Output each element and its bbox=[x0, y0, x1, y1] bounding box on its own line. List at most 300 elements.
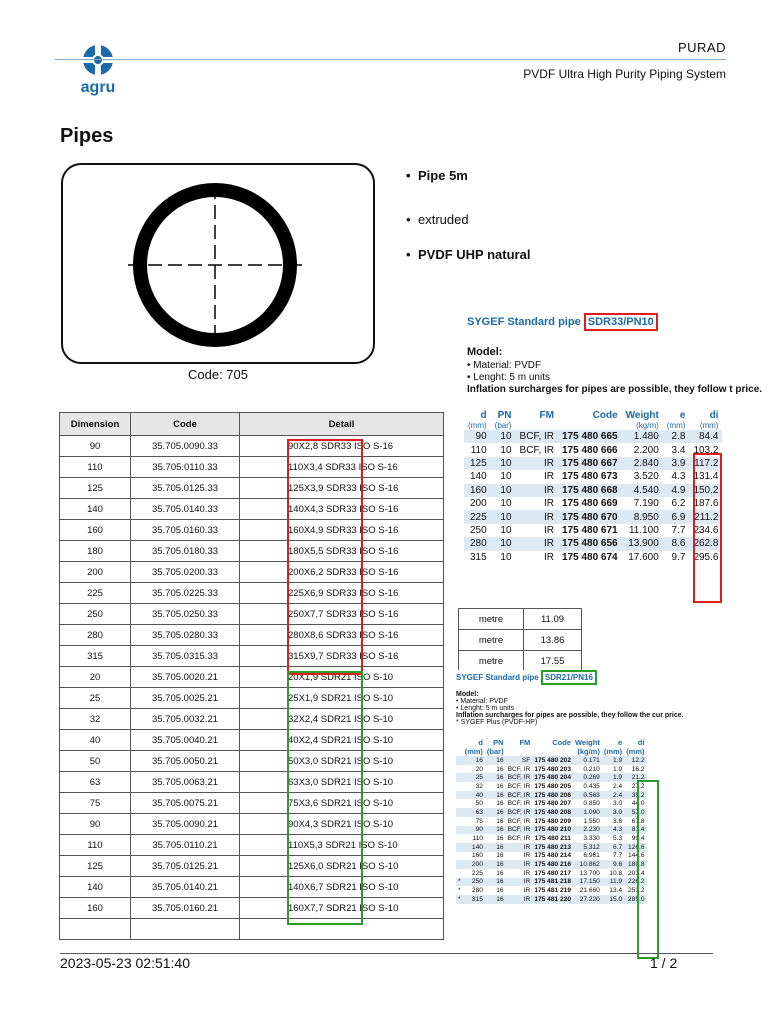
spec-cell: 175 480 209 bbox=[534, 817, 571, 825]
cell-code: 35.705.0140.33 bbox=[131, 499, 240, 520]
spec-cell: 10 bbox=[491, 537, 516, 550]
spec-cell bbox=[456, 782, 463, 791]
spec-cell: 84.4 bbox=[689, 430, 722, 443]
spec-row bbox=[456, 852, 647, 861]
spec-cell: 17.600 bbox=[628, 551, 659, 563]
col-header: di bbox=[709, 410, 719, 421]
spec-cell: 13.900 bbox=[622, 537, 663, 550]
col-header: PN bbox=[497, 410, 512, 421]
spec-cell: 44.0 bbox=[631, 800, 645, 808]
spec-cell: IR bbox=[516, 457, 558, 470]
spec-cell: 16 bbox=[485, 773, 506, 782]
spec-cell: 0.171 bbox=[573, 756, 602, 765]
spec-cell: 16 bbox=[485, 843, 506, 852]
cell-unit: metre bbox=[459, 651, 524, 672]
spec-row bbox=[456, 843, 647, 852]
brand-name: PURAD bbox=[677, 40, 726, 55]
cell-dimension: 75 bbox=[60, 793, 131, 814]
sdr33-wall-highlight bbox=[693, 453, 722, 603]
cell-dimension: 250 bbox=[60, 604, 131, 625]
spec-cell: 16 bbox=[496, 765, 504, 773]
spec-cell: 67.8 bbox=[631, 817, 645, 825]
logo-text: agru bbox=[80, 79, 116, 96]
spec-row bbox=[464, 551, 722, 564]
cell-price: 11.09 bbox=[524, 609, 582, 630]
spec-cell: 16 bbox=[496, 869, 504, 877]
spec-cell: 175 480 205 bbox=[534, 782, 571, 790]
feature-item: • PVDF UHP natural bbox=[418, 247, 530, 262]
cell-detail: 225X6,9 SDR33 ISO S-16 bbox=[240, 583, 444, 604]
spec-cell: 10 bbox=[500, 551, 512, 563]
cell-code: 35.705.0032.21 bbox=[131, 709, 240, 730]
spec-cell: IR bbox=[523, 887, 531, 895]
table-row bbox=[60, 562, 444, 583]
cell-dimension: 280 bbox=[60, 625, 131, 646]
spec-cell: BCF, IR bbox=[507, 782, 531, 790]
spec-cell: 175 480 213 bbox=[534, 843, 571, 851]
spec-cell: BCF, IR bbox=[516, 430, 558, 443]
panel-title: SYGEF Standard pipe SDR21/PN16 bbox=[456, 673, 684, 682]
spec-cell: 0.850 bbox=[583, 800, 600, 808]
cell-empty bbox=[131, 919, 240, 940]
spec-cell: 81.4 bbox=[624, 826, 646, 835]
spec-cell: 175 480 667 bbox=[558, 457, 622, 470]
spec-cell: 175 480 217 bbox=[534, 869, 571, 877]
cell-detail: 140X6,7 SDR21 ISO S-10 bbox=[240, 877, 444, 898]
cell-code: 35.705.0040.21 bbox=[131, 730, 240, 751]
cell-dimension: 63 bbox=[60, 772, 131, 793]
table-row bbox=[60, 835, 444, 856]
cell-dimension: 160 bbox=[60, 520, 131, 541]
spec-row bbox=[464, 443, 722, 456]
spec-cell: 5.312 bbox=[573, 843, 602, 852]
spec-cell bbox=[456, 834, 463, 843]
spec-cell: 285.0 bbox=[624, 895, 646, 904]
spec-cell: 140 bbox=[469, 471, 487, 483]
cell-code: 35.705.0025.21 bbox=[131, 688, 240, 709]
cell-detail: 180X5,5 SDR33 ISO S-16 bbox=[240, 541, 444, 562]
col-unit: (mm) bbox=[626, 747, 645, 756]
spec-cell: 175 480 204 bbox=[534, 774, 571, 782]
cell-price: 13.86 bbox=[524, 630, 582, 651]
col-header: Code bbox=[552, 738, 571, 747]
spec-cell: 16 bbox=[485, 826, 506, 835]
spec-cell: 1.480 bbox=[622, 430, 663, 443]
col-header-code: Code bbox=[131, 413, 240, 436]
spec-cell: 175 480 673 bbox=[562, 471, 618, 483]
feature-item: • Pipe 5m bbox=[418, 168, 468, 183]
model-bullet: • Material: PVDF bbox=[456, 698, 508, 705]
spec-cell: 7.190 bbox=[633, 498, 659, 510]
spec-cell: 1.9 bbox=[602, 773, 624, 782]
spec-cell: 0.563 bbox=[573, 791, 602, 800]
cell-dimension: 20 bbox=[60, 667, 131, 688]
spec-cell: BCF, IR bbox=[507, 835, 531, 843]
sdr21-wall-highlight bbox=[637, 780, 659, 959]
cell-detail: 63X3,0 SDR21 ISO S-10 bbox=[240, 772, 444, 793]
col-unit bbox=[558, 421, 622, 430]
spec-row bbox=[456, 878, 647, 887]
cell-dimension: 50 bbox=[60, 751, 131, 772]
spec-cell: 10 bbox=[491, 430, 516, 443]
spec-cell: 3.9 bbox=[663, 457, 690, 470]
col-header: e bbox=[679, 410, 686, 421]
spec-cell: * bbox=[458, 887, 461, 895]
col-header: Weight bbox=[574, 738, 600, 747]
spec-cell: 160 bbox=[471, 852, 483, 860]
spec-cell: 175 480 202 bbox=[534, 756, 571, 764]
cell-code: 35.705.0200.33 bbox=[131, 562, 240, 583]
table-row bbox=[60, 730, 444, 751]
cell-detail: 75X3,6 SDR21 ISO S-10 bbox=[240, 793, 444, 814]
spec-row bbox=[456, 799, 647, 808]
cell-unit: metre bbox=[459, 630, 524, 651]
table-row bbox=[60, 478, 444, 499]
spec-cell bbox=[456, 843, 463, 852]
spec-cell: 9.7 bbox=[671, 551, 686, 563]
spec-cell bbox=[456, 860, 463, 869]
spec-cell: BCF, IR bbox=[507, 817, 531, 825]
spec-row bbox=[464, 457, 722, 470]
cell-detail: 90X2,8 SDR33 ISO S-16 bbox=[240, 436, 444, 457]
col-header-dimension: Dimension bbox=[60, 413, 131, 436]
spec-cell: 16 bbox=[485, 878, 506, 887]
spec-cell: 35.2 bbox=[624, 791, 646, 800]
spec-row bbox=[456, 886, 647, 895]
cell-dimension: 160 bbox=[60, 898, 131, 919]
spec-cell bbox=[456, 826, 463, 835]
table-row bbox=[60, 688, 444, 709]
spec-cell: IR bbox=[506, 895, 533, 904]
inflation-note: Inflation surcharges for pipes are possible, they follow t price. bbox=[467, 384, 763, 395]
table-row bbox=[60, 541, 444, 562]
spec-cell: 160 bbox=[464, 484, 491, 497]
col-header-mark bbox=[456, 738, 463, 747]
pipe-image-frame bbox=[61, 163, 375, 364]
panel-title-highlight: SDR33/PN10 bbox=[584, 313, 658, 331]
spec-cell: 9.6 bbox=[602, 860, 624, 869]
spec-cell: BCF, IR bbox=[507, 808, 531, 816]
spec-row bbox=[456, 765, 647, 774]
spec-cell: 50 bbox=[475, 800, 483, 808]
metre-row bbox=[459, 630, 582, 651]
cell-code: 35.705.0110.21 bbox=[131, 835, 240, 856]
spec-cell: BCF, IR bbox=[507, 800, 531, 808]
spec-cell: 110 bbox=[470, 444, 487, 456]
cell-code: 35.705.0063.21 bbox=[131, 772, 240, 793]
spec-cell bbox=[456, 808, 463, 817]
cell-code: 35.705.0225.33 bbox=[131, 583, 240, 604]
spec-cell bbox=[456, 869, 463, 878]
spec-cell: BCF, IR bbox=[507, 765, 531, 773]
cell-detail: 110X3,4 SDR33 ISO S-16 bbox=[240, 457, 444, 478]
spec-cell: BCF, IR bbox=[507, 826, 531, 834]
cell-detail: 32X2,4 SDR21 ISO S-10 bbox=[240, 709, 444, 730]
spec-cell: 21.2 bbox=[624, 773, 646, 782]
cell-code: 35.705.0125.21 bbox=[131, 856, 240, 877]
spec-cell: 144.6 bbox=[628, 852, 645, 860]
cell-dimension: 125 bbox=[60, 856, 131, 877]
model-bullet: • Lenght: 5 m units bbox=[456, 705, 515, 712]
col-header-detail: Detail bbox=[240, 413, 444, 436]
spec-cell: 3.0 bbox=[602, 808, 624, 817]
table-row bbox=[60, 793, 444, 814]
header-subtitle: PVDF Ultra High Purity Piping System bbox=[523, 67, 726, 81]
spec-cell: BCF, IR bbox=[519, 444, 554, 456]
cell-detail: 125X6,0 SDR21 ISO S-10 bbox=[240, 856, 444, 877]
cell-detail: 160X4,9 SDR33 ISO S-16 bbox=[240, 520, 444, 541]
spec-cell: IR bbox=[516, 510, 558, 523]
spec-cell: 10 bbox=[491, 484, 516, 497]
spec-cell: 150.2 bbox=[689, 484, 722, 497]
cell-code: 35.705.0250.33 bbox=[131, 604, 240, 625]
spec-row bbox=[456, 773, 647, 782]
table-row bbox=[60, 751, 444, 772]
table-row bbox=[60, 457, 444, 478]
col-unit: (kg/m) bbox=[636, 421, 659, 430]
cell-detail: 200X6,2 SDR33 ISO S-16 bbox=[240, 562, 444, 583]
spec-cell: 16 bbox=[485, 756, 506, 765]
col-unit bbox=[532, 747, 573, 756]
spec-cell: 175 480 206 bbox=[534, 791, 571, 799]
spec-row bbox=[456, 834, 647, 843]
cell-detail: 40X2,4 SDR21 ISO S-10 bbox=[240, 730, 444, 751]
spec-cell: 175 481 220 bbox=[534, 895, 571, 903]
spec-cell bbox=[456, 799, 463, 808]
spec-cell: 180.8 bbox=[624, 860, 646, 869]
cell-code: 35.705.0090.21 bbox=[131, 814, 240, 835]
spec-cell: 200 bbox=[469, 498, 487, 510]
cell-dimension: 25 bbox=[60, 688, 131, 709]
spec-cell: 226.2 bbox=[624, 878, 646, 887]
spec-cell: 6.9 bbox=[663, 510, 690, 523]
cell-code: 35.705.0140.21 bbox=[131, 877, 240, 898]
spec-cell: 16 bbox=[485, 895, 506, 904]
cell-code: 35.705.0160.21 bbox=[131, 898, 240, 919]
cell-code: 35.705.0075.21 bbox=[131, 793, 240, 814]
sdr33-spec-table bbox=[464, 410, 722, 564]
spec-cell: 10 bbox=[500, 498, 512, 510]
cell-detail: 250X7,7 SDR33 ISO S-16 bbox=[240, 604, 444, 625]
table-row bbox=[60, 625, 444, 646]
spec-cell: 234.6 bbox=[693, 524, 719, 536]
panel-title: SYGEF Standard pipe SDR33/PN10 bbox=[467, 316, 768, 328]
spec-cell: IR bbox=[516, 537, 558, 550]
col-unit: (kg/m) bbox=[577, 747, 600, 756]
cell-dimension: 140 bbox=[60, 877, 131, 898]
inflation-note: Inflation surcharges for pipes are possible, they follow the cur price. bbox=[456, 712, 684, 719]
spec-cell: 211.2 bbox=[689, 510, 722, 523]
model-bullet: • Material: PVDF bbox=[467, 360, 542, 371]
spec-cell: 280 bbox=[464, 537, 491, 550]
spec-row bbox=[456, 869, 647, 878]
cell-detail: 25X1,9 SDR21 ISO S-10 bbox=[240, 688, 444, 709]
panel-title-highlight: SDR21/PN16 bbox=[541, 670, 597, 685]
spec-cell: 16 bbox=[463, 756, 485, 765]
spec-cell: 1.090 bbox=[573, 808, 602, 817]
spec-cell: 10 bbox=[500, 444, 512, 456]
model-label: Model: bbox=[456, 691, 479, 698]
sdr21-highlight bbox=[287, 671, 363, 925]
cell-dimension: 90 bbox=[60, 436, 131, 457]
cell-code: 35.705.0280.33 bbox=[131, 625, 240, 646]
cell-detail: 280X8,6 SDR33 ISO S-16 bbox=[240, 625, 444, 646]
plus-note: * SYGEF Plus (PVDF-HP) bbox=[456, 719, 538, 726]
spec-cell: 10 bbox=[500, 471, 512, 483]
spec-cell: 10.862 bbox=[573, 860, 602, 869]
spec-cell: 11.9 bbox=[602, 878, 624, 887]
spec-cell: 175 480 668 bbox=[558, 484, 622, 497]
spec-cell: IR bbox=[506, 878, 533, 887]
cell-code: 35.705.0125.33 bbox=[131, 478, 240, 499]
spec-cell: 21.660 bbox=[579, 887, 600, 895]
spec-cell: 315 bbox=[469, 551, 487, 563]
spec-cell: 175 480 216 bbox=[534, 861, 571, 869]
spec-cell: 90 bbox=[463, 826, 485, 835]
col-header: Weight bbox=[625, 410, 659, 421]
spec-cell: 225 bbox=[471, 869, 483, 877]
spec-cell bbox=[456, 852, 463, 861]
spec-cell: 7.7 bbox=[671, 524, 686, 536]
spec-row bbox=[464, 524, 722, 537]
table-row bbox=[60, 772, 444, 793]
spec-cell: 175 480 211 bbox=[534, 835, 571, 843]
spec-cell: 20 bbox=[475, 765, 483, 773]
spec-cell: IR bbox=[544, 551, 554, 563]
spec-cell: 15.0 bbox=[602, 895, 624, 904]
spec-cell: 175 480 669 bbox=[562, 498, 618, 510]
cell-dimension: 40 bbox=[60, 730, 131, 751]
table-row bbox=[60, 814, 444, 835]
cell-dimension: 315 bbox=[60, 646, 131, 667]
spec-cell: 16 bbox=[485, 808, 506, 817]
spec-cell: 126.6 bbox=[624, 843, 646, 852]
table-row bbox=[60, 877, 444, 898]
spec-row bbox=[464, 537, 722, 550]
spec-cell: 16 bbox=[496, 835, 504, 843]
spec-cell: 0.435 bbox=[583, 782, 600, 790]
metre-row bbox=[459, 609, 582, 630]
spec-cell: 6.7 bbox=[602, 843, 624, 852]
spec-cell: 175 480 665 bbox=[558, 430, 622, 443]
spec-cell: 250 bbox=[469, 524, 487, 536]
cell-dimension: 125 bbox=[60, 478, 131, 499]
spec-cell: 175 480 214 bbox=[534, 852, 571, 860]
spec-cell: IR bbox=[506, 860, 533, 869]
spec-cell: 16 bbox=[496, 782, 504, 790]
spec-cell: 175 480 656 bbox=[558, 537, 622, 550]
spec-cell: 225 bbox=[464, 510, 491, 523]
spec-cell: * bbox=[458, 878, 461, 886]
spec-cell: IR bbox=[544, 498, 554, 510]
table-row bbox=[60, 520, 444, 541]
pipe-cross-section-icon bbox=[63, 165, 373, 362]
cell-dimension: 225 bbox=[60, 583, 131, 604]
cell-detail: 315X9,7 SDR33 ISO S-16 bbox=[240, 646, 444, 667]
agru-logo bbox=[68, 42, 128, 97]
cell-detail: 20X1,9 SDR21 ISO S-10 bbox=[240, 667, 444, 688]
spec-row bbox=[456, 817, 647, 826]
spec-cell: IR bbox=[544, 471, 554, 483]
spec-cell: 10 bbox=[491, 510, 516, 523]
feature-item: • extruded bbox=[418, 212, 469, 227]
cell-dimension: 32 bbox=[60, 709, 131, 730]
page-title: Pipes bbox=[60, 125, 114, 147]
spec-cell: 2.4 bbox=[602, 791, 624, 800]
spec-cell: 295.6 bbox=[693, 551, 719, 563]
model-label: Model: bbox=[467, 346, 503, 358]
spec-cell: 4.9 bbox=[663, 484, 690, 497]
spec-cell: IR bbox=[506, 843, 533, 852]
table-row bbox=[60, 856, 444, 877]
spec-cell: 3.0 bbox=[613, 800, 623, 808]
cell-empty bbox=[60, 919, 131, 940]
cell-unit: metre bbox=[459, 609, 524, 630]
spec-cell: 0.269 bbox=[573, 773, 602, 782]
spec-cell: 253.2 bbox=[628, 887, 645, 895]
spec-cell: 2.230 bbox=[573, 826, 602, 835]
spec-cell: 40 bbox=[463, 791, 485, 800]
cell-code: 35.705.0315.33 bbox=[131, 646, 240, 667]
cell-dimension: 140 bbox=[60, 499, 131, 520]
spec-row bbox=[456, 791, 647, 800]
spec-cell: 3.4 bbox=[671, 444, 686, 456]
spec-cell bbox=[456, 765, 463, 774]
spec-cell: 16 bbox=[496, 817, 504, 825]
model-bullet: • Lenght: 5 m units bbox=[467, 372, 550, 383]
spec-cell: 16 bbox=[496, 852, 504, 860]
spec-cell: 6.2 bbox=[671, 498, 686, 510]
spec-cell: 16 bbox=[485, 791, 506, 800]
col-unit: (bar) bbox=[494, 421, 512, 430]
spec-cell: 2.840 bbox=[622, 457, 663, 470]
spec-cell: 27.220 bbox=[573, 895, 602, 904]
metre-price-table bbox=[458, 608, 582, 672]
spec-cell: 11.100 bbox=[628, 524, 659, 536]
spec-cell: 57.0 bbox=[624, 808, 646, 817]
spec-cell: 117.2 bbox=[689, 457, 722, 470]
cell-dimension: 90 bbox=[60, 814, 131, 835]
spec-cell: 1.550 bbox=[583, 817, 600, 825]
spec-cell: 2.8 bbox=[663, 430, 690, 443]
cell-code: 35.705.0090.33 bbox=[131, 436, 240, 457]
spec-cell: 175 481 219 bbox=[534, 887, 571, 895]
spec-cell: 13.4 bbox=[609, 887, 623, 895]
spec-cell: 16 bbox=[485, 860, 506, 869]
spec-cell: IR bbox=[523, 869, 531, 877]
col-unit: (mm) bbox=[666, 421, 686, 430]
col-header: d bbox=[478, 738, 483, 747]
cell-detail: 50X3,0 SDR21 ISO S-10 bbox=[240, 751, 444, 772]
col-header: FM bbox=[519, 738, 531, 747]
cell-dimension: 180 bbox=[60, 541, 131, 562]
spec-cell: 250 bbox=[463, 878, 485, 887]
sdr33-highlight bbox=[287, 439, 363, 675]
spec-row bbox=[456, 826, 647, 835]
col-header: PN bbox=[493, 738, 504, 747]
spec-cell: 175 480 670 bbox=[558, 510, 622, 523]
spec-cell: 1.9 bbox=[602, 756, 624, 765]
spec-cell: 8.950 bbox=[622, 510, 663, 523]
cell-code: 35.705.0160.33 bbox=[131, 520, 240, 541]
spec-row bbox=[464, 484, 722, 497]
spec-cell: * bbox=[458, 895, 461, 903]
cell-dimension: 110 bbox=[60, 835, 131, 856]
table-row bbox=[60, 499, 444, 520]
spec-cell: 10 bbox=[500, 524, 512, 536]
col-unit: (bar) bbox=[486, 747, 504, 756]
spec-cell: 175 480 208 bbox=[534, 808, 571, 816]
